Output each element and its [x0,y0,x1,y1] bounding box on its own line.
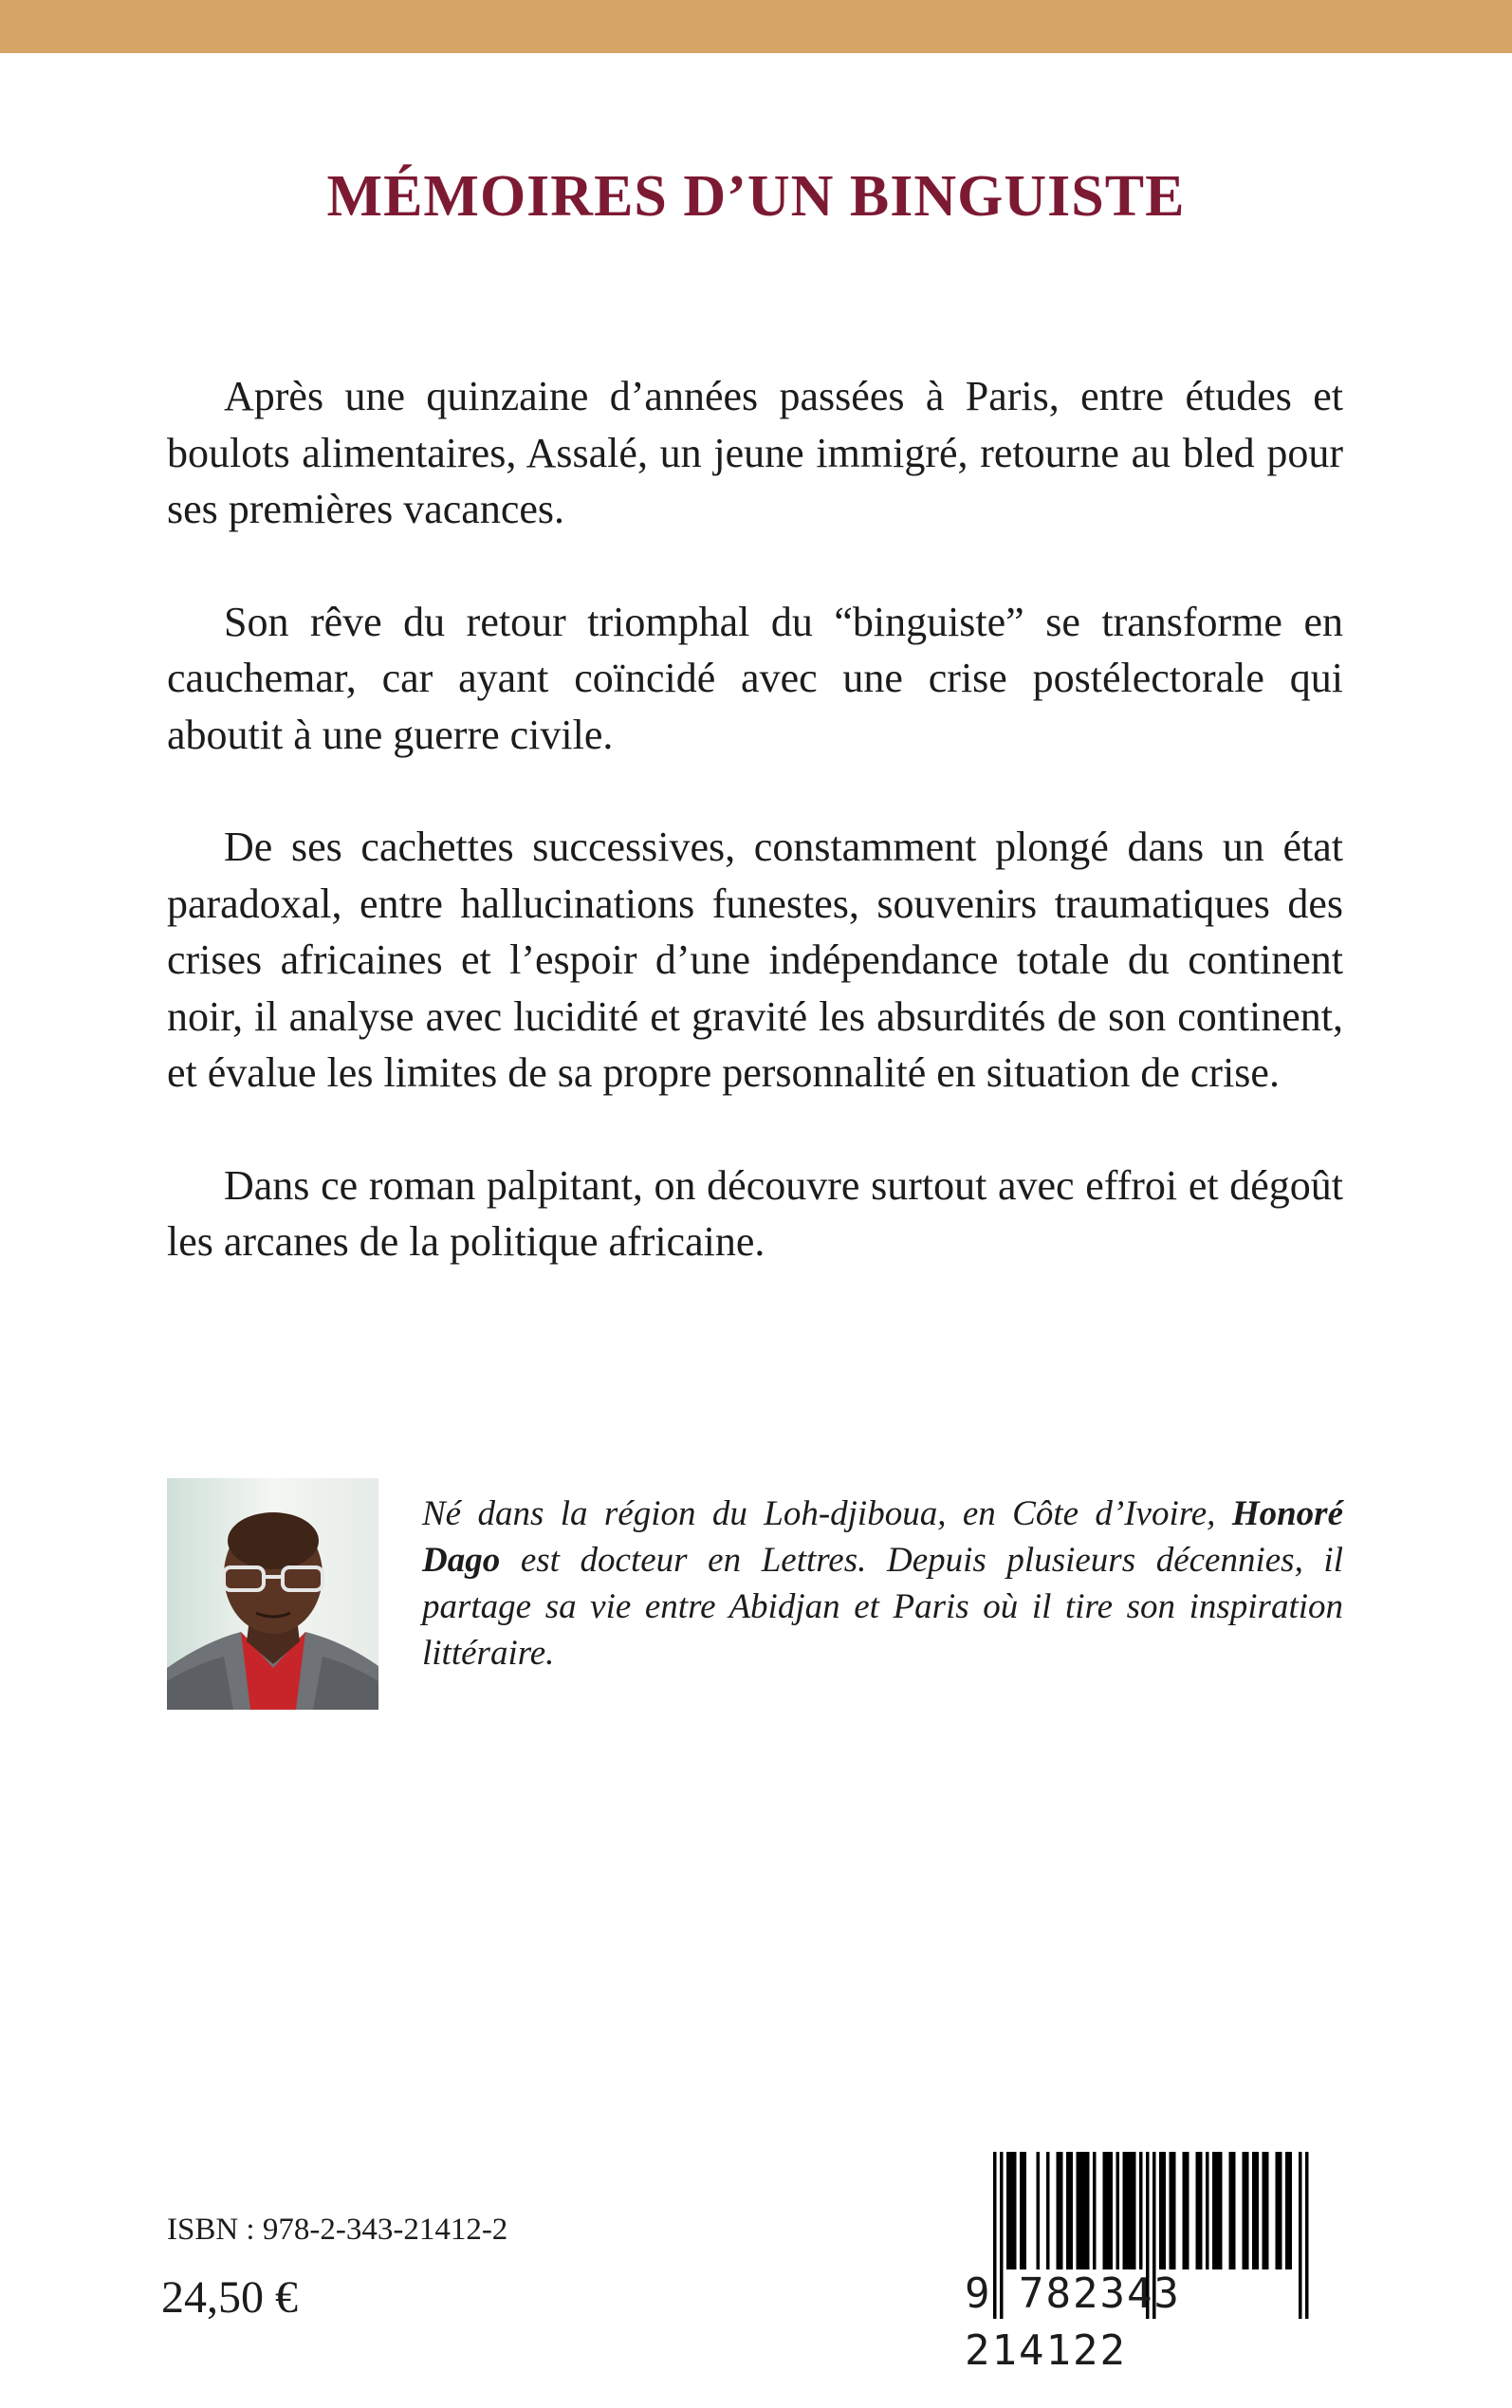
barcode-bar [1037,2152,1041,2269]
barcode-bar [1079,2152,1083,2269]
barcode-bar [1219,2152,1223,2269]
bio-text-after: est docteur en Lettres. Depuis plusieurs décennies, il partage sa vie entre Abidjan et Paris où il tire son inspiration littéraire. [422,1541,1343,1673]
barcode-bar [1077,2152,1080,2269]
barcode-bar [1093,2152,1097,2269]
barcode-bar [1020,2152,1023,2269]
barcode-bar [1103,2152,1107,2269]
author-name: Honoré Dago [422,1494,1343,1580]
barcode-bar [1285,2152,1289,2269]
barcode-bar [1070,2152,1074,2269]
barcode-bar [1279,2152,1282,2269]
barcode-bar [1010,2152,1014,2269]
book-title: MÉMOIRES D’UN BINGUISTE [326,164,1186,229]
barcode-bar [1206,2152,1209,2269]
barcode-bar [1023,2152,1027,2269]
barcode-bar [1106,2152,1110,2269]
barcode-bar [1013,2152,1017,2269]
barcode-bar [1130,2152,1134,2269]
barcode-bar [1159,2152,1163,2269]
barcode-bar [1265,2152,1269,2269]
barcode-bar [1289,2152,1293,2269]
barcode-bar [1170,2152,1173,2269]
author-bio [422,1491,1343,1676]
summary-paragraph: De ses cachettes successives, constamment plongé dans un état paradoxal, entre hallucinations funestes, souvenirs traumatiques des crises africaines et l’espoir d’une indépendance totale du continent noir, il analyse avec lucidité et gravité les absurdités de son continent, et évalue les limites de sa propre personnalité en situation de crise. [167,824,1343,1096]
summary-paragraph: Dans ce roman palpitant, on découvre surtout avec effroi et dégoût les arcanes de la politique africaine. [167,1161,1343,1265]
barcode-bar [1083,2152,1087,2269]
barcode-bar [1163,2152,1167,2269]
barcode-bar [1006,2152,1010,2269]
barcode-bar [1046,2152,1050,2269]
barcode-bar [1276,2152,1280,2269]
barcode-bar [1066,2152,1070,2269]
barcode-bar [1086,2152,1090,2269]
summary-paragraph: Après une quinzaine d’années passées à Paris, entre études et boulots alimentaires, Assalé, un jeune immigré, retourne au bled pour ses premières vacances. [167,373,1343,532]
barcode-bar [1245,2152,1249,2269]
back-cover-summary [167,368,1343,1326]
barcode-bar [1232,2152,1236,2269]
barcode-bar [1212,2152,1216,2269]
barcode-bar [1186,2152,1189,2269]
barcode-bar [1243,2152,1246,2269]
barcode-bar [1199,2152,1203,2269]
author-portrait-illustration [167,1478,378,1710]
barcode-bar [1133,2152,1136,2269]
barcode-bar [1196,2152,1200,2269]
barcode-bar [1252,2152,1256,2269]
summary-paragraph: Son rêve du retour triomphal du “binguiste” se transforme en cauchemar, car ayant coïncidé avec une crise postélectorale qui aboutit à une guerre civile. [167,598,1343,758]
barcode-bar [1126,2152,1130,2269]
barcode-digits: 9 782343 214122 [965,2269,1181,2375]
barcode-bar [1110,2152,1114,2269]
author-photo [167,1478,378,1710]
barcode-bar [1116,2152,1120,2269]
barcode-bar [1229,2152,1233,2269]
barcode-bar [1256,2152,1260,2269]
barcode-bar [1057,2152,1060,2269]
bio-text-before: Né dans la région du Loh-djiboua, en Côte d’Ivoire, [422,1494,1232,1533]
barcode-bar [1172,2152,1176,2269]
isbn: ISBN : 978-2-343-21412-2 [167,2213,508,2247]
barcode-bar [1216,2152,1220,2269]
barcode-bar [1123,2152,1127,2269]
barcode-bar [1183,2152,1187,2269]
price: 24,50 € [161,2272,298,2323]
top-color-band [0,0,1512,53]
barcode-bar [1139,2152,1143,2269]
barcode-bar [1263,2152,1266,2269]
barcode-bar [1060,2152,1063,2269]
